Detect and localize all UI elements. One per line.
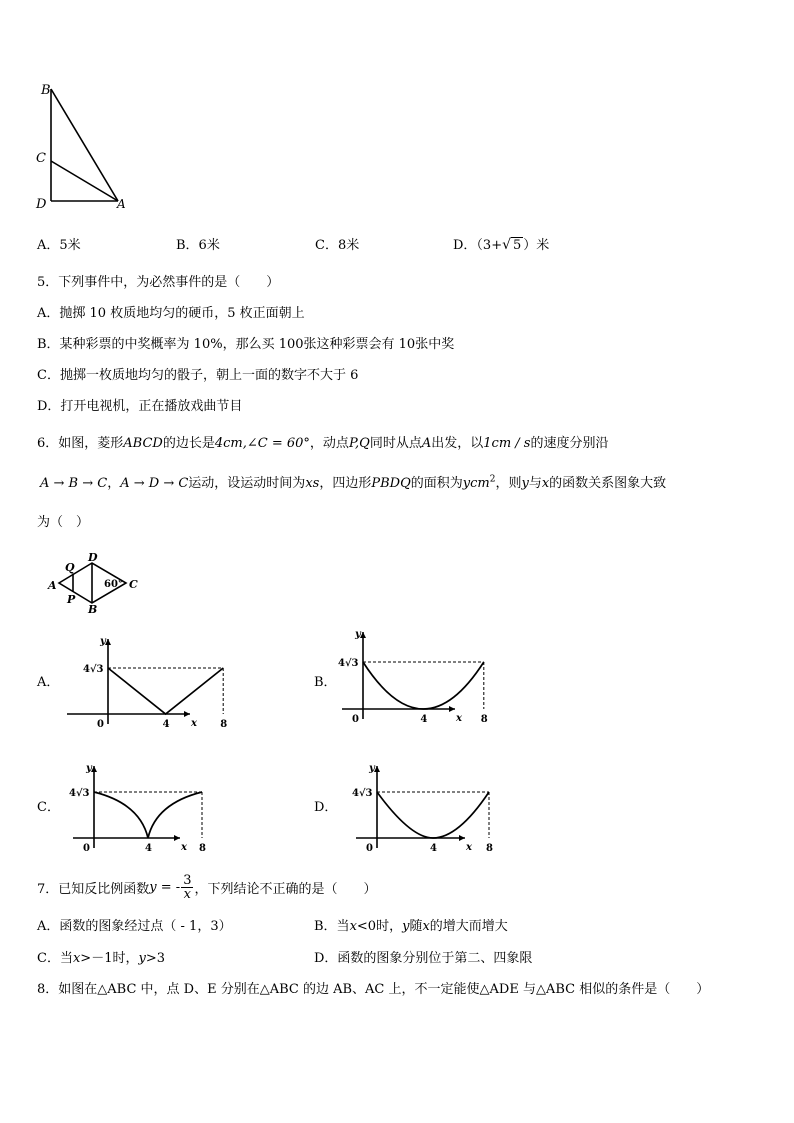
- q7-fraction: [181, 874, 193, 901]
- graph-b-origin-label: 0: [352, 714, 359, 725]
- q6-text: 的函数关系图象大致: [549, 476, 667, 491]
- q6-option-d-label: D．: [314, 800, 338, 815]
- q7-math: x: [72, 951, 81, 966]
- q6-math: ABCD: [123, 436, 163, 451]
- graph-a-x-tick-4: 4: [162, 719, 170, 730]
- q6-text: 运动，设运动时间为: [188, 476, 306, 491]
- q6-math: A → D → C: [120, 476, 189, 491]
- graph-a-y-arrow: [105, 639, 111, 645]
- q4-option-d-suffix: ）米: [523, 238, 550, 253]
- q7-text: <0时，: [356, 919, 403, 934]
- q6-text: 的面积为: [410, 476, 463, 491]
- graph-b-x-tick-4: 4: [420, 714, 428, 725]
- q5-stem: 5．下列事件中，为必然事件的是（ ）: [37, 275, 280, 290]
- q7-math: y: [402, 919, 410, 934]
- q7-math: x: [422, 919, 430, 934]
- q5-option-a: A．抛掷 10 枚质地均匀的硬币，5 枚正面朝上: [37, 306, 305, 321]
- q6-math: 1cm / s: [483, 436, 531, 451]
- rhombus-label-b: B: [88, 603, 98, 616]
- graph-a-x-label: x: [191, 718, 197, 729]
- q7-option-a: A．函数的图象经过点（ - 1，3）: [37, 919, 232, 934]
- q5-option-c: C．抛掷一枚质地均匀的骰子，朝上一面的数字不大于 6: [37, 368, 359, 383]
- rhombus-angle-label: 60°: [104, 579, 123, 590]
- graph-a-y-label: y: [100, 636, 106, 647]
- q7-stem-prefix: 7．已知反比例函数: [37, 881, 150, 897]
- graph-b-curve: [363, 662, 484, 709]
- graph-c-y-arrow: [91, 766, 97, 772]
- q6-text: 的速度分别沿: [530, 436, 609, 451]
- graph-d-y-label: y: [369, 763, 375, 774]
- q7-stem-suffix: ，下列结论不正确的是（ ）: [194, 881, 377, 897]
- graph-b-x-tick-8: 8: [480, 714, 488, 725]
- q6-superscript: 2: [489, 474, 496, 485]
- graph-c-x-tick-4: 4: [145, 843, 152, 854]
- q6-text: ，四边形: [319, 476, 372, 491]
- q6-text: ，: [107, 476, 121, 491]
- q4-option-a: A．5米: [37, 238, 81, 253]
- q7-math: y: [138, 951, 146, 966]
- q5-option-b: B．某种彩票的中奖概率为 10%，那么买 100张这种彩票会有 10张中奖: [37, 337, 455, 352]
- rhombus-label-p: P: [67, 593, 76, 606]
- graph-d-x-tick-4: 4: [430, 843, 437, 854]
- q6-math: x: [541, 476, 550, 491]
- q6-text: 的边长是: [162, 436, 215, 451]
- rhombus-label-a: A: [48, 579, 57, 592]
- q7-text: 的增大而增大: [429, 919, 508, 934]
- q6-math: PBDQ: [371, 476, 411, 491]
- q7-denominator: x: [183, 886, 191, 902]
- q6-text: ，则: [495, 476, 522, 491]
- graph-c-x-tick-8: 8: [199, 843, 206, 854]
- graph-c-y-tick-label: 4√3: [69, 788, 90, 799]
- q6-text: 同时从点: [369, 436, 422, 451]
- rhombus-label-q: Q: [65, 561, 75, 574]
- label-c: C: [36, 151, 46, 166]
- q6-option-b-label: B．: [314, 675, 337, 690]
- q5-option-d: D．打开电视机，正在播放戏曲节目: [37, 399, 243, 414]
- graph-b-y-label: y: [355, 629, 361, 640]
- graph-b-x-label: x: [456, 713, 462, 724]
- graph-d-x-tick-8: 8: [486, 843, 493, 854]
- q6-option-c-label: C．: [37, 800, 60, 815]
- graph-b-y-tick-label: 4√3: [338, 658, 359, 669]
- graph-c-x-arrow: [174, 835, 180, 841]
- q6-math: A → B → C: [40, 476, 108, 491]
- graph-c-curve: [94, 792, 202, 838]
- q7-text: >3: [145, 951, 165, 966]
- q7-text: C．当: [37, 951, 73, 966]
- graph-d-origin-label: 0: [366, 843, 373, 854]
- q7-text: 随: [409, 919, 423, 934]
- q7-option-b: [314, 915, 508, 934]
- label-d: D: [36, 197, 47, 212]
- q8-stem: 8．如图在△ABC 中，点 D、E 分别在△ABC 的边 AB、AC 上，不一定能使△ADE 与△ABC 相似的条件是（ ）: [37, 982, 710, 997]
- graph-a-y-tick-label: 4√3: [83, 664, 104, 675]
- graph-d-x-label: x: [466, 842, 472, 853]
- label-b: B: [41, 83, 51, 98]
- q6-math: A: [421, 436, 432, 451]
- q4-option-d-prefix: D．（3+: [453, 238, 503, 253]
- q7-numerator: 3: [183, 872, 192, 888]
- graph-b-y-arrow: [360, 632, 366, 638]
- graph-a-x-arrow: [184, 711, 190, 717]
- q7-option-d: D．函数的图象分别位于第二、四象限: [314, 951, 533, 966]
- q6-math: xs: [305, 476, 320, 491]
- graph-a-x-tick-8: 8: [220, 719, 228, 730]
- graph-d-y-tick-label: 4√3: [352, 788, 373, 799]
- q6-text: 与: [528, 476, 542, 491]
- q7-stem: [37, 870, 376, 904]
- q6-math: 4cm,∠C = 60°: [214, 436, 310, 451]
- q7-text: >－1时，: [80, 951, 139, 966]
- graph-b-x-arrow: [449, 706, 455, 712]
- graph-d-x-arrow: [459, 835, 465, 841]
- q4-option-d-radicand: 5: [513, 238, 522, 253]
- label-a: A: [117, 197, 126, 211]
- q4-option-b: B．6米: [176, 238, 220, 253]
- q6-text: 出发，以: [431, 436, 484, 451]
- q6-math: P,Q: [348, 436, 370, 451]
- q6-line3: 为（ ）: [37, 515, 90, 530]
- q6-option-a-label: A．: [37, 675, 60, 690]
- q7-func-lhs: y = -: [149, 879, 181, 895]
- q6-math: y: [521, 476, 529, 491]
- q7-option-c: [37, 947, 165, 966]
- q4-option-d: D．（3+√ 5 ）米: [453, 237, 550, 253]
- graph-a-curve: [108, 668, 223, 714]
- rhombus-label-d: D: [88, 551, 98, 564]
- graph-c-origin-label: 0: [83, 843, 90, 854]
- q6-text: 6．如图，菱形: [37, 436, 124, 451]
- graph-d-y-arrow: [374, 766, 380, 772]
- graph-c-x-label: x: [181, 842, 187, 853]
- graph-d-curve: [377, 792, 489, 838]
- rhombus-label-c: C: [129, 578, 138, 591]
- q4-option-c: C．8米: [315, 238, 360, 253]
- q7-math: x: [349, 919, 357, 934]
- q6-math: ycm: [462, 476, 490, 491]
- graph-c-y-label: y: [86, 763, 92, 774]
- q6-text: ，动点: [309, 436, 349, 451]
- q7-text: B．当: [314, 919, 350, 934]
- graph-a-origin-label: 0: [97, 719, 104, 730]
